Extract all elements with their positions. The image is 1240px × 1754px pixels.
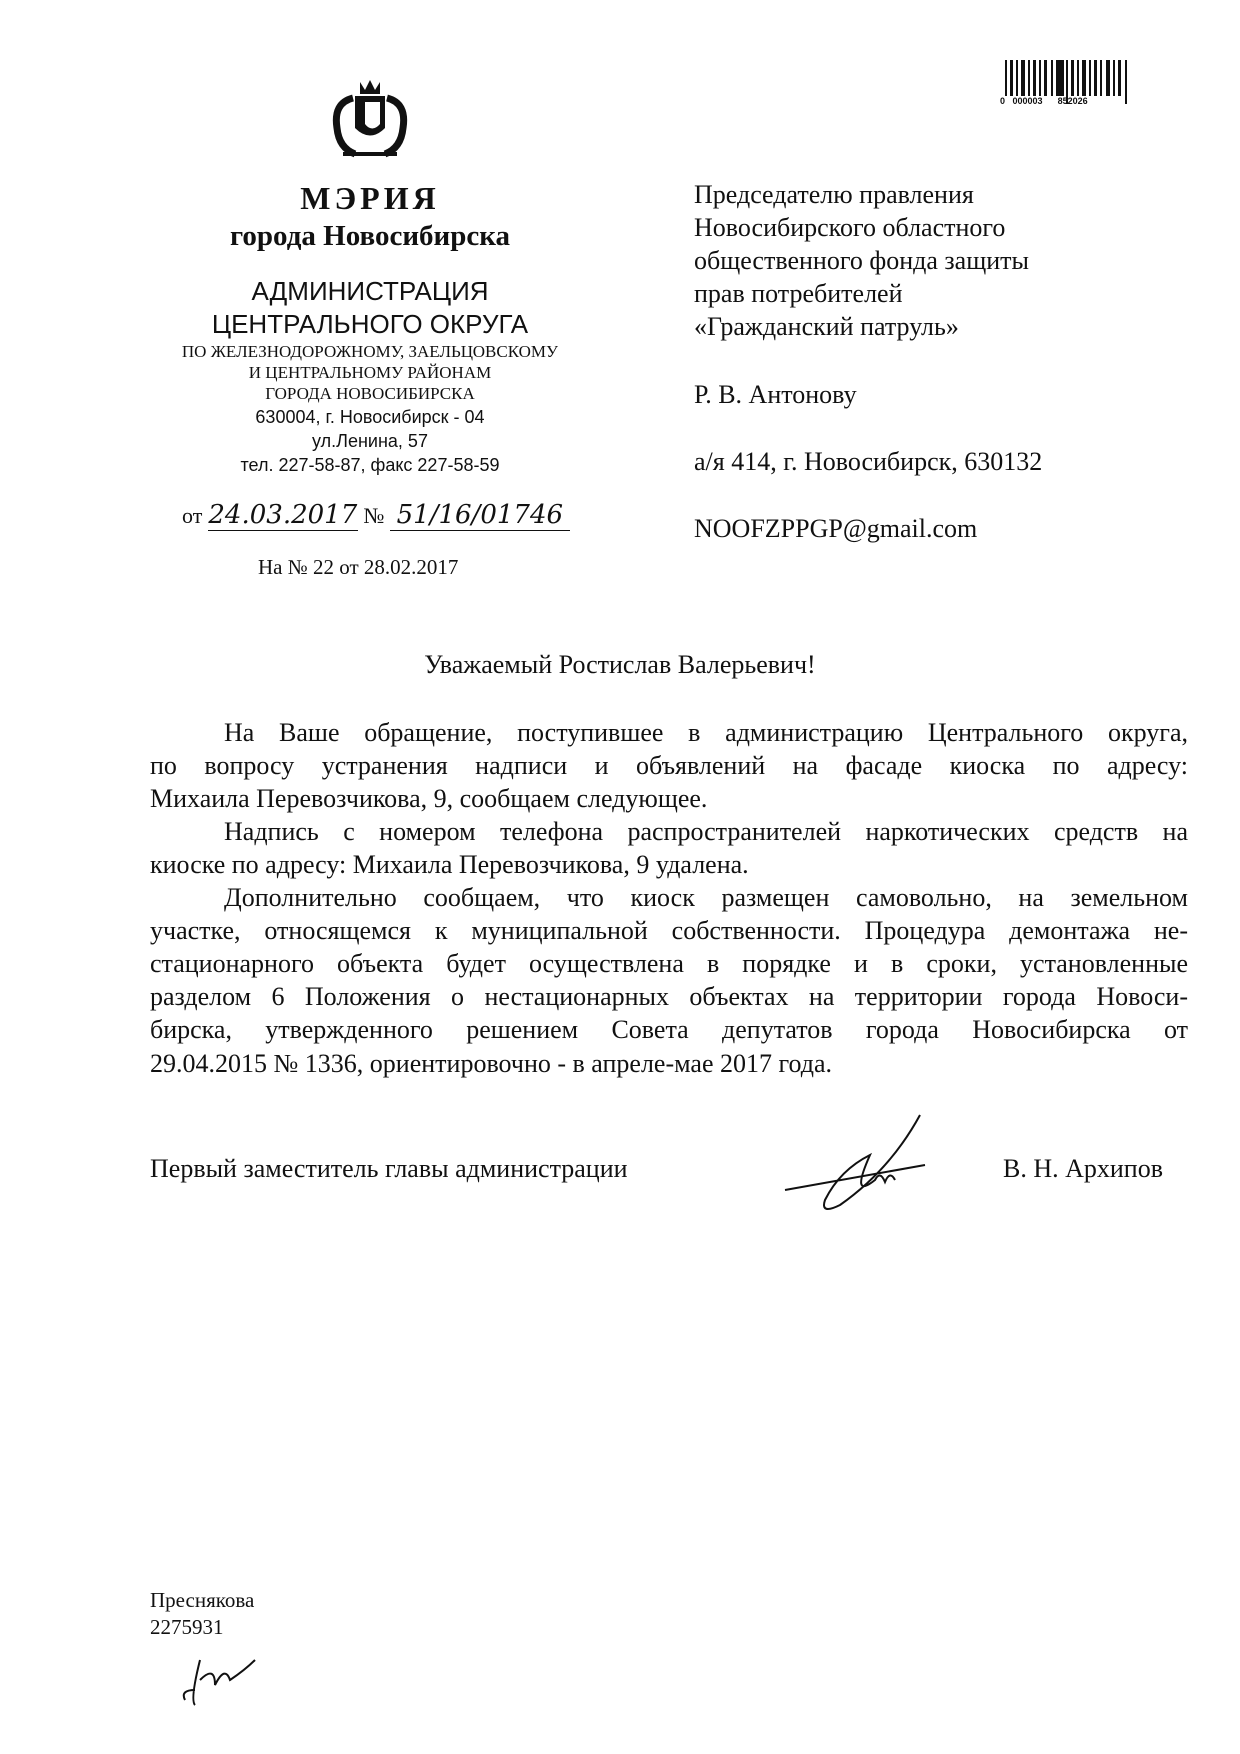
handwritten-date: 24.03.2017: [208, 500, 358, 530]
barcode-digits: 0 000003 852026: [1000, 96, 1088, 106]
recipient-line: Новосибирского областного: [694, 213, 1006, 242]
recipient-address: а/я 414, г. Новосибирск, 630132: [694, 447, 1043, 476]
outgoing-ref: от 24.03.2017 № 51/16/01746: [182, 500, 570, 531]
header-phone: тел. 227-58-87, факс 227-58-59: [240, 455, 500, 475]
signature-image: [780, 1110, 930, 1220]
header-mayoralty: МЭРИЯ: [300, 180, 440, 216]
recipient-email: NOOFZPPGP@gmail.com: [694, 514, 978, 543]
body-line: по вопросу устранения надписи и объявлений на фасаде киоска по адресу:: [150, 751, 1188, 780]
header-address: 630004, г. Новосибирск - 04: [255, 407, 485, 427]
header-line: И ЦЕНТРАЛЬНОМУ РАЙОНАМ: [248, 363, 492, 382]
body-line: Надпись с номером телефона распространителей наркотических средств на: [224, 817, 1188, 846]
body-line: бирска, утвержденного решением Совета депутатов города Новосибирска от: [150, 1015, 1188, 1044]
body-line: киоске по адресу: Михаила Перевозчикова, 9 удалена.: [150, 850, 749, 879]
body-line: На Ваше обращение, поступившее в администрацию Центрального округа,: [224, 718, 1188, 747]
executor-initials-signature: [175, 1650, 275, 1710]
body-line: 29.04.2015 № 1336, ориентировочно - в апреле-мае 2017 года.: [150, 1049, 833, 1078]
recipient-line: Председателю правления: [694, 180, 974, 209]
body-line: Михаила Перевозчикова, 9, сообщаем следующее.: [150, 784, 708, 813]
body-line: стационарного объекта будет осуществлена в порядке и в сроки, установленные: [150, 949, 1188, 978]
executor-name: Преснякова: [150, 1588, 255, 1612]
recipient-line: общественного фонда защиты: [694, 246, 1029, 275]
signer-position: Первый заместитель главы администрации: [150, 1154, 628, 1183]
header-street: ул.Ленина, 57: [312, 431, 428, 451]
header-line: ПО ЖЕЛЕЗНОДОРОЖНОМУ, ЗАЕЛЬЦОВСКОМУ: [181, 342, 559, 361]
body-line: разделом 6 Положения о нестационарных объектах на территории города Новоси-: [150, 982, 1188, 1011]
executor-phone: 2275931: [150, 1615, 224, 1639]
reply-ref: На № 22 от 28.02.2017: [258, 555, 459, 579]
header-line: ГОРОДА НОВОСИБИРСКА: [265, 384, 475, 403]
header-district: ЦЕНТРАЛЬНОГО ОКРУГА: [211, 309, 529, 339]
body-line: участке, относящемся к муниципальной собственности. Процедура демонтажа не-: [150, 916, 1188, 945]
coat-of-arms-emblem: [325, 78, 415, 160]
recipient-line: «Гражданский патруль»: [694, 312, 959, 341]
signer-name: В. Н. Архипов: [1003, 1154, 1163, 1183]
recipient-name: Р. В. Антонову: [694, 380, 857, 409]
header-administration: АДМИНИСТРАЦИЯ: [251, 276, 489, 306]
handwritten-number: 51/16/01746: [390, 500, 570, 531]
body-line: Дополнительно сообщаем, что киоск размещен самовольно, на земельном: [224, 883, 1188, 912]
salutation: Уважаемый Ростислав Валерьевич!: [424, 650, 816, 679]
header-city: города Новосибирска: [229, 220, 511, 252]
recipient-line: прав потребителей: [694, 279, 903, 308]
